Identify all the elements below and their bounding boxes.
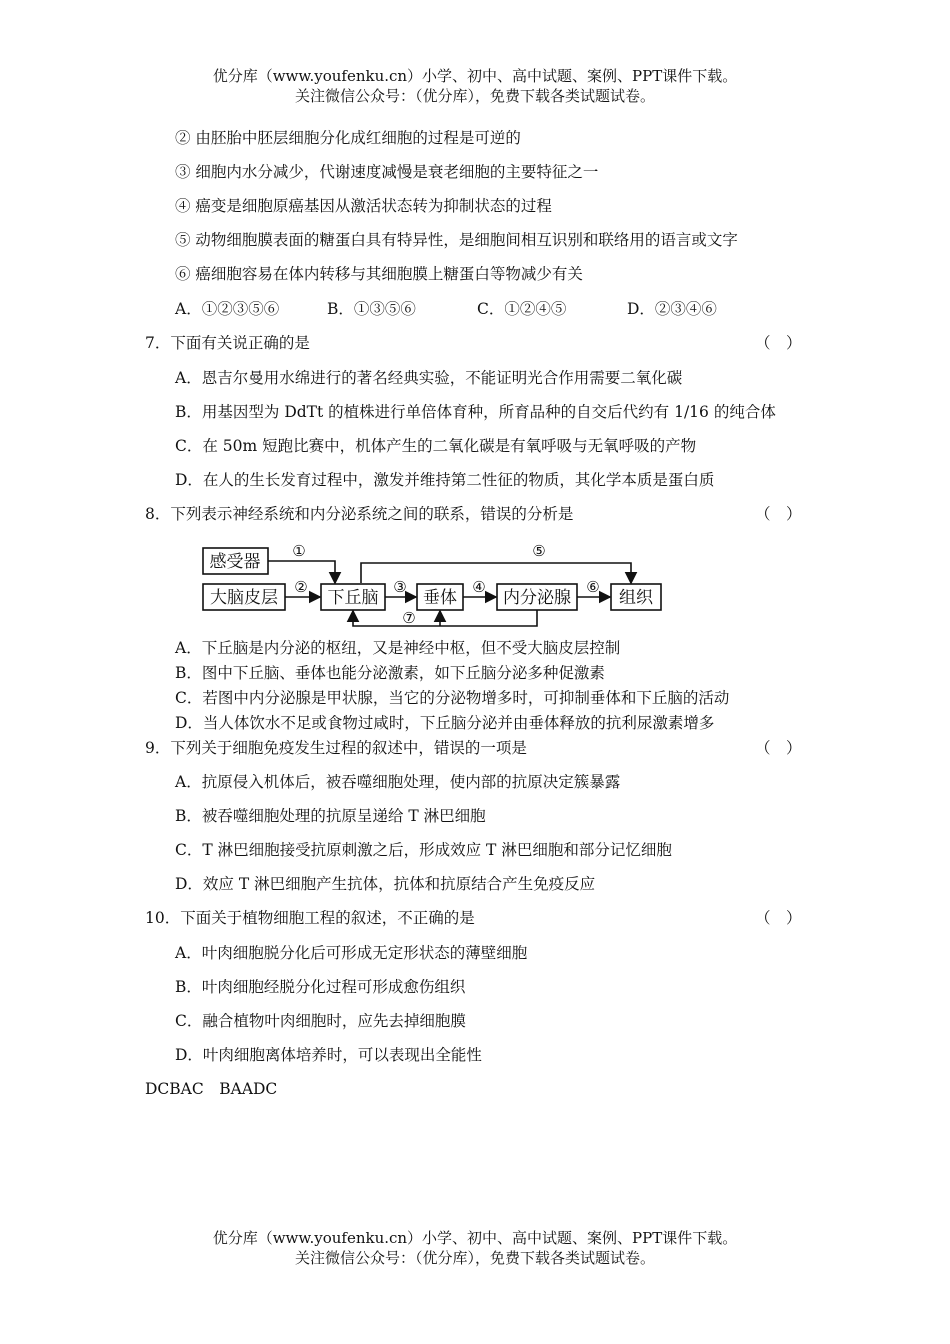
box-hypothalamus-label: 下丘脑 bbox=[327, 588, 379, 608]
q9-answer-blank: （ ） bbox=[755, 739, 802, 757]
q6-option-d: D．②③④⑥ bbox=[627, 300, 717, 318]
page-header bbox=[0, 66, 950, 106]
q6-option-a: A．①②③⑤⑥ bbox=[175, 300, 280, 318]
label-4: ④ bbox=[472, 578, 486, 596]
q6-item: ④ 癌变是细胞原癌基因从激活状态转为抑制状态的过程 bbox=[175, 197, 552, 215]
q7-option-a: A．恩吉尔曼用水绵进行的著名经典实验，不能证明光合作用需要二氧化碳 bbox=[175, 369, 683, 387]
box-gland-label: 内分泌腺 bbox=[503, 588, 571, 608]
q10-option-c: C．融合植物叶肉细胞时，应先去掉细胞膜 bbox=[175, 1012, 466, 1030]
q10-option-d: D．叶肉细胞离体培养时，可以表现出全能性 bbox=[175, 1046, 482, 1064]
q8-option-b: B．图中下丘脑、垂体也能分泌激素，如下丘脑分泌多种促激素 bbox=[175, 664, 605, 682]
q7-option-b: B．用基因型为 DdTt 的植株进行单倍体育种，所育品种的自交后代约有 1/16 的纯合体 bbox=[175, 403, 776, 421]
q10-stem: 10．下面关于植物细胞工程的叙述，不正确的是 bbox=[145, 909, 475, 927]
arrow-7 bbox=[353, 610, 537, 626]
q6-item: ⑥ 癌细胞容易在体内转移与其细胞膜上糖蛋白等物减少有关 bbox=[175, 265, 583, 283]
header-line-2: 关注微信公众号：（优分库），免费下载各类试题试卷。 bbox=[294, 87, 655, 105]
box-receptor-label: 感受器 bbox=[209, 552, 261, 572]
q6-option-c: C．①②④⑤ bbox=[477, 300, 567, 318]
q8-option-a: A．下丘脑是内分泌的枢纽，又是神经中枢，但不受大脑皮层控制 bbox=[175, 639, 621, 657]
q10-answer-blank: （ ） bbox=[755, 909, 802, 927]
q8-stem: 8．下列表示神经系统和内分泌系统之间的联系，错误的分析是 bbox=[145, 505, 574, 523]
box-pituitary-label: 垂体 bbox=[423, 588, 457, 608]
q6-item: ② 由胚胎中胚层细胞分化成红细胞的过程是可逆的 bbox=[175, 129, 521, 147]
q6-options bbox=[175, 297, 717, 319]
q6-item: ③ 细胞内水分减少，代谢速度减慢是衰老细胞的主要特征之一 bbox=[175, 163, 599, 181]
box-tissue-label: 组织 bbox=[619, 588, 653, 608]
q9-option-b: B．被吞噬细胞处理的抗原呈递给 T 淋巴细胞 bbox=[175, 807, 486, 825]
q7-answer-blank: （ ） bbox=[755, 334, 802, 352]
q10-option-b: B．叶肉细胞经脱分化过程可形成愈伤组织 bbox=[175, 978, 466, 996]
q9-option-c: C．T 淋巴细胞接受抗原刺激之后，形成效应 T 淋巴细胞和部分记忆细胞 bbox=[175, 841, 672, 859]
q6-item: ⑤ 动物细胞膜表面的糖蛋白具有特异性，是细胞间相互识别和联络用的语言或文字 bbox=[175, 231, 738, 249]
label-7: ⑦ bbox=[402, 609, 416, 627]
label-1: ① bbox=[292, 542, 306, 560]
page-footer bbox=[0, 1228, 950, 1268]
label-3: ③ bbox=[393, 578, 407, 596]
q7-option-c: C．在 50m 短跑比赛中，机体产生的二氧化碳是有氧呼吸与无氧呼吸的产物 bbox=[175, 437, 697, 455]
q10-option-a: A．叶肉细胞脱分化后可形成无定形状态的薄壁细胞 bbox=[175, 944, 528, 962]
header-line-1: 优分库（www.youfenku.cn）小学、初中、高中试题、案例、PPT课件下载。 bbox=[212, 67, 738, 85]
q7-option-d: D．在人的生长发育过程中，激发并维持第二性征的物质，其化学本质是蛋白质 bbox=[175, 471, 715, 489]
box-cortex-label: 大脑皮层 bbox=[210, 588, 278, 608]
q8-diagram bbox=[195, 536, 675, 636]
q8-option-d: D．当人体饮水不足或食物过咸时，下丘脑分泌并由垂体释放的抗利尿激素增多 bbox=[175, 714, 715, 732]
label-5: ⑤ bbox=[532, 542, 546, 560]
label-6: ⑥ bbox=[586, 578, 600, 596]
q8-option-c: C．若图中内分泌腺是甲状腺，当它的分泌物增多时，可抑制垂体和下丘脑的活动 bbox=[175, 689, 730, 707]
q8-answer-blank: （ ） bbox=[755, 505, 802, 523]
label-2: ② bbox=[294, 578, 308, 596]
q7-stem: 7．下面有关说正确的是 bbox=[145, 334, 310, 352]
q9-option-d: D．效应 T 淋巴细胞产生抗体，抗体和抗原结合产生免疫反应 bbox=[175, 875, 596, 893]
q9-option-a: A．抗原侵入机体后，被吞噬细胞处理，使内部的抗原决定簇暴露 bbox=[175, 773, 621, 791]
answer-key: DCBAC BAADC bbox=[145, 1080, 278, 1098]
footer-line-1: 优分库（www.youfenku.cn）小学、初中、高中试题、案例、PPT课件下载。 bbox=[212, 1229, 738, 1247]
q9-stem: 9．下列关于细胞免疫发生过程的叙述中，错误的一项是 bbox=[145, 739, 527, 757]
q6-option-b: B．①③⑤⑥ bbox=[327, 300, 416, 318]
footer-line-2: 关注微信公众号：（优分库），免费下载各类试题试卷。 bbox=[294, 1249, 655, 1267]
